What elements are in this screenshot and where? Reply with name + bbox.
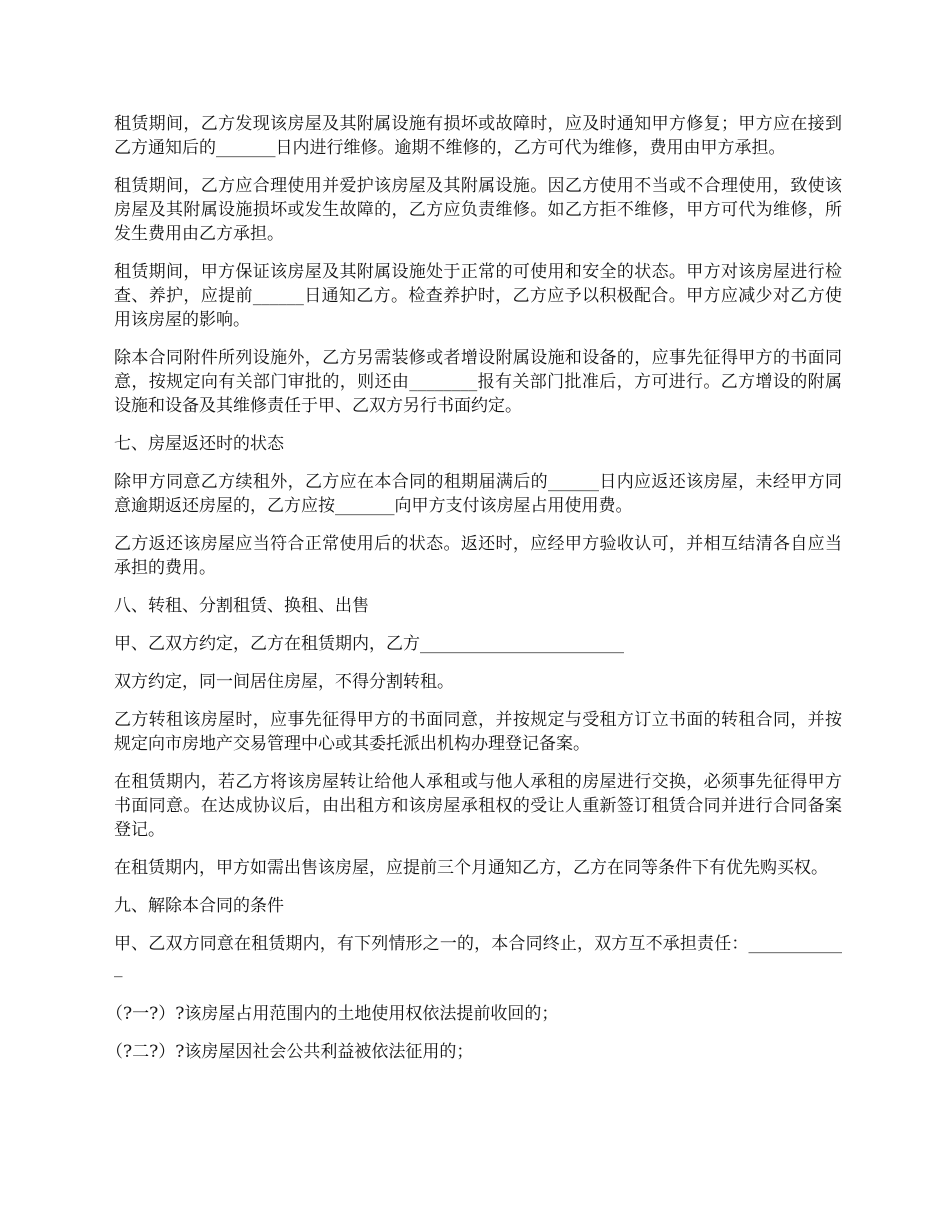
section-heading-sublease: 八、转租、分割租赁、换租、出售 — [114, 596, 369, 616]
paragraph-termination-conditions: 甲、乙双方同意在租赁期内，有下列情形之一的，本合同终止，双方互不承担责任：____________ — [114, 934, 842, 978]
section-heading-termination: 九、解除本合同的条件 — [114, 896, 284, 916]
paragraph-sale-priority: 在租赁期内，甲方如需出售该房屋，应提前三个月通知乙方，乙方在同等条件下有优先购买权。 — [114, 858, 828, 878]
paragraph-repair-notice: 租赁期间，乙方发现该房屋及其附属设施有损坏或故障时，应及时通知甲方修复；甲方应在接到乙方通知后的_______日内进行维修。逾期不维修的，乙方可代为维修，费用由甲方承担。 — [114, 114, 842, 158]
paragraph-return-condition: 乙方返还该房屋应当符合正常使用后的状态。返还时，应经甲方验收认可，并相互结清各自应当承担的费用。 — [114, 534, 842, 578]
paragraph-no-split: 双方约定，同一间居住房屋，不得分割转租。 — [114, 672, 454, 692]
paragraph-sublease-agreement: 甲、乙双方约定，乙方在租赁期内，乙方________________________ — [114, 634, 624, 654]
list-item: （?二?）?该房屋因社会公共利益被依法征用的； — [106, 1042, 474, 1062]
section-heading-return: 七、房屋返还时的状态 — [114, 434, 284, 454]
paragraph-sublease-consent: 乙方转租该房屋时，应事先征得甲方的书面同意，并按规定与受租方订立书面的转租合同，并按规定向市房地产交易管理中心或其委托派出机构办理登记备案。 — [114, 710, 842, 754]
paragraph-return-deadline: 除甲方同意乙方续租外，乙方应在本合同的租期届满后的______日内应返还该房屋，未经甲方同意逾期返还房屋的，乙方应按_______向甲方支付该房屋占用使用费。 — [114, 472, 842, 516]
list-item: （?一?）?该房屋占用范围内的土地使用权依法提前收回的； — [106, 1004, 559, 1024]
document-page — [106, 112, 842, 1078]
paragraph-tenant-care: 租赁期间，乙方应合理使用并爱护该房屋及其附属设施。因乙方使用不当或不合理使用，致使该房屋及其附属设施损坏或发生故障的，乙方应负责维修。如乙方拒不维修，甲方可代为维修，所发生费用由乙方承担。 — [114, 176, 842, 244]
paragraph-transfer: 在租赁期内，若乙方将该房屋转让给他人承租或与他人承租的房屋进行交换，必须事先征得甲方书面同意。在达成协议后，由出租方和该房屋承租权的受让人重新签订租赁合同并进行合同备案登记。 — [114, 772, 842, 840]
spacer — [114, 994, 842, 1002]
paragraph-landlord-guarantee: 租赁期间，甲方保证该房屋及其附属设施处于正常的可使用和安全的状态。甲方对该房屋进行检查、养护，应提前______日通知乙方。检查养护时，乙方应予以积极配合。甲方应减少对乙方使用该房屋的影响。 — [114, 262, 842, 330]
paragraph-renovation: 除本合同附件所列设施外，乙方另需装修或者增设附属设施和设备的，应事先征得甲方的书面同意，按规定向有关部门审批的，则还由________报有关部门批准后，方可进行。乙方增设的附属设施和设备及其维修责任于甲、乙双方另行书面约定。 — [114, 348, 842, 416]
